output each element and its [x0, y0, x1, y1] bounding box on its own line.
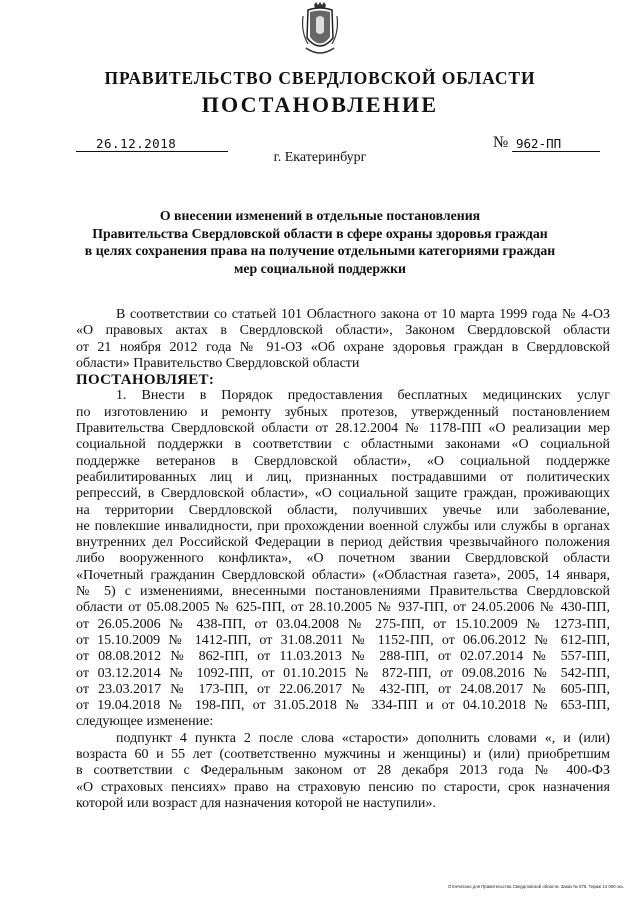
- resolve-heading: ПОСТАНОВЛЯЕТ:: [76, 372, 215, 389]
- subitem-line: которой или возраст для назначения которой не наступили».: [76, 795, 436, 811]
- item1-line: «Почетный гражданин Свердловской области» («Областная газета», 2005, 14 января,: [76, 567, 610, 583]
- subitem-line: «О страховых пенсиях» право на страховую пенсию по старости, срок назначения: [76, 779, 610, 795]
- item1-line: реабилитированных лиц и лиц, признанных пострадавшими от политических: [76, 469, 610, 485]
- item1-line: не повлекшие инвалидности, при прохождении военной службы или службы в органах: [76, 518, 610, 534]
- preamble-line: области» Правительство Свердловской области: [76, 355, 360, 371]
- item1-line: от 03.12.2014 № 1092-ПП, от 01.10.2015 № 872-ПП, от 09.08.2016 № 542-ПП,: [76, 665, 610, 681]
- item1-line: следующее изменение:: [76, 714, 214, 730]
- item1-line: социальной поддержки в соответствии с областными законами «О социальной: [76, 437, 610, 453]
- item1-line: на территории Свердловской области, получивших увечье или заболевание,: [76, 502, 610, 518]
- subitem-line: возраста 60 и 55 лет (соответственно мужчины и женщины) и (или) приобретшим: [76, 747, 610, 763]
- item1-line: от 08.08.2012 № 862-ПП, от 11.03.2013 № 288-ПП, от 02.07.2014 № 557-ПП,: [76, 649, 610, 665]
- document-type: ПОСТАНОВЛЕНИЕ: [201, 92, 439, 117]
- document-body: [76, 307, 610, 812]
- preamble-line: «О правовых актах в Свердловской области», Законом Свердловской области: [76, 323, 610, 339]
- print-footer: Отпечатано для Правительства Свердловской области. Заказ № 575. Тираж 14 000 экз.: [448, 884, 624, 889]
- subitem-line: в соответствии с Федеральным законом от 28 декабря 2013 года № 400-ФЗ: [76, 763, 610, 779]
- coat-of-arms-icon: [300, 2, 340, 58]
- item1-line: внутренних дел Российской Федерации в период действия чрезвычайного положения: [76, 535, 610, 551]
- preamble-line: В соответствии со статьей 101 Областного закона от 10 марта 1999 года № 4-ОЗ: [116, 307, 610, 322]
- subitem-line: подпункт 4 пункта 2 после слова «старости» дополнить словами «, и (или): [116, 730, 610, 746]
- item1-line: либо вооруженного конфликта», «О почетном звании Свердловской области: [76, 551, 610, 567]
- organization-name: ПРАВИТЕЛЬСТВО СВЕРДЛОВСКОЙ ОБЛАСТИ: [104, 68, 536, 88]
- item1-line: от 19.04.2018 № 198-ПП, от 31.05.2018 № 334-ПП и от 04.10.2018 № 653-ПП,: [76, 698, 610, 714]
- item1-line: от 26.05.2006 № 438-ПП, от 03.04.2008 № 275-ПП, от 15.10.2009 № 1273-ПП,: [76, 616, 610, 632]
- item1-line: поддержке ветеранов в Свердловской области», «О социальной поддержке: [76, 453, 610, 469]
- number-sign: №: [493, 134, 509, 151]
- item1-line: № 5) с изменениями, внесенными постановлениями Правительства Свердловской: [76, 584, 610, 600]
- title-line: Правительства Свердловской области в сфере охраны здоровья граждан: [92, 225, 548, 241]
- preamble-line: от 21 ноября 2012 года № 91-ОЗ «Об охране здоровья граждан в Свердловской: [76, 339, 610, 355]
- title-line: мер социальной поддержки: [234, 260, 406, 276]
- item1-line: от 15.10.2009 № 1412-ПП, от 31.08.2011 № 1152-ПП, от 06.06.2012 № 612-ПП,: [76, 632, 610, 648]
- item1-line: 1. Внести в Порядок предоставления бесплатных медицинских услуг: [116, 388, 610, 404]
- document-number: 962-ПП: [512, 136, 600, 152]
- item1-line: от 23.03.2017 № 173-ПП, от 22.06.2017 № 432-ПП, от 24.08.2017 № 605-ПП,: [76, 681, 610, 697]
- item1-line: по изготовлению и ремонту зубных протезов, утвержденный постановлением: [76, 404, 610, 420]
- title-line: в целях сохранения права на получение отдельными категориями граждан: [84, 243, 556, 258]
- item1-line: области от 05.08.2005 № 625-ПП, от 28.10.2005 № 937-ПП, от 24.05.2006 № 430-ПП,: [76, 600, 610, 616]
- document-city: г. Екатеринбург: [273, 150, 367, 165]
- title-line: О внесении изменений в отдельные постановления: [159, 208, 481, 223]
- document-date: 26.12.2018: [76, 136, 228, 152]
- document-title: [60, 207, 580, 277]
- item1-line: Правительства Свердловской области от 28.12.2004 № 1178-ПП «О реализации мер: [76, 421, 610, 437]
- item1-line: репрессий, в Свердловской области», «О социальной защите граждан, проживающих: [76, 486, 610, 502]
